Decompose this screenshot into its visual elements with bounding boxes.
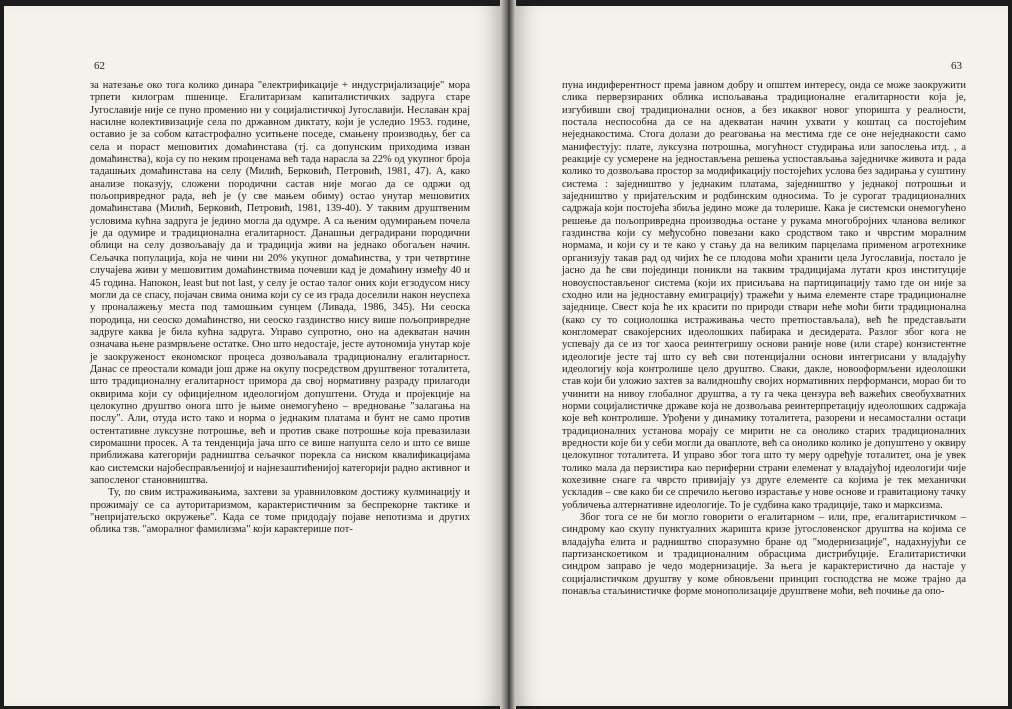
left-paragraph-1: за натезање око тога колико динара "електрификације + индустријализације" мора трпети килограм пшенице. Егалитаризам капиталистичких задруга старе Југославије није се пуно променио ни у социјалистичкој Југославији. Неславан крај насилне колективизације села по државном диктату, који је уследио 1953. године, оставио је за собом катастрофално уситњене поседе, смањену производњу, бег са села и пораст мешовитих домаћинстава (тј. са допунским приходима изван домаћинства), која су по неким проценама већ тада нарасла за 22% од укупног броја тадашњих домаћинстава на селу (Милић, Берковић, Петровић, 1981, 47). А, како анализе показују, сложени породични састав није могао да се одржи од пољопривредног рада, већ је (у све мањем обиму) остао унутар мешовитих домаћинстава (Милић, Берковић, Петровић, 1981, 139-40). У таквим друштвеним условима кућна задруга је једино могла да одумре. А са њеним одумирањем почела је да одумире и традиционална егалитарност. Данашњи деградирани породични облици на селу дозвољавају да и традиција живи на једнако обогаљен начин. Сељачка популација, која не чини ни 20% укупног домаћинства, у три четвртине случајева живи у мешовитим домаћинствима почевши кад је домаћину између 40 и 45 година. Напокон, least but not last, у селу је остао талог оних који егзодусом нису могли да се спасу, појачан свима онима који су се из града доселили након неуспеха у проналажењу места под тамошњим сунцем (Ливада, 1986, 345). Ни сеоска породица, ни сеоско домаћинство, ни сеоско газдинство нису више пољопривредне задруге каква је била кућна задруга. Управо супротно, оно на адекватан начин означава њене размрвљене остатке. Оно што недостаје, јесте аутономија унутар које је заокруженост економског процеса дозвољавала традиционалну егалитарност. Данас се преостали комади још држе на окупу посредством друштвеног тоталитета, што традиционалну егалитарност примора да свој нормативну разраду прилагоди оквирима који су официјелном идеологијом допуштени. Отуда и пројекције на целокупно друштво онога што је њиме онемогућено – вредновање "залагања на послу". Али, отуда исто тако и норма о једнаким платама и бунт не само против остентативне луксузне потрошње, већ и против сваке потрошње која превазилази сиромашни просек. А та тенденција јача што се више напушта село и што се више приближава категорији радништва сељачког порекла са ниском квалификацијама као системски најобесправљенијој и најнезаштићенијој категорији радно активног и запосленог становништва. <box>90 80 470 486</box>
left-page <box>4 6 500 706</box>
right-paragraph-2: Због тога се не би могло говорити о егалитарном – или, пре, егалитаристичком – синдрому као скупу пунктуалних жаришта кризе југословенског друштва на којима се владајућа елита и радништво споразумно бране од "модернизације", надахнујући се партизанскоетиком и традиционалним обрасцима дистрибуције. Егалитаристички синдром заправо је чедо модернизације. За њега је карактеристично да настаје у социјалистичком друштву у коме обновљени принцип господства не може трајно да понавља стаљинистичке форме монополизације друштвене моћи, већ почиње да опо- <box>562 512 966 598</box>
right-page-text <box>562 80 966 598</box>
page-number-right: 63 <box>951 60 962 72</box>
left-paragraph-2: Ту, по свим истраживањима, захтеви за уравниловком достижу кулминацију и прожимају се са ауторитаризмом, карактеристичним за беспрекорне тактике и "непријатељско окружење". Када се томе придодају појаве непотизма и других облика тзв. "аморалног фамилизма" који карактерише пот- <box>90 487 470 536</box>
right-paragraph-1: пуна индиферентност према јавном добру и општем интересу, онда се може заокружити слика перверзираних облика испољавања традиционалне егалитарности која је, изгубивши свој традиционални основ, а без икаквог новог упоришта у реалности, постала неспособна да се на адекватан начин ухвати у коштац са постојећим неједнакостима. Стога долази до реаговања на местима где се оне неједнакости само манифестују: плате, луксузна потрошња, могућност студирања или запослења итд. , а реакције су усмерене на једностављена решења успостављања заједничке живота и рада колико то дозвољава простор за модификацију постојећих услова без задирања у суштину система : заједништво у једнаким платама, заједништво у једнакој потрошњи и заједништво у пријатељским и родбинским односима. То је сурогат традиционалних садржаја који постојећа збиља једино може да толерише. Кака је системски онемогућено решење да пољопривредна производња остане у рукама многобројних чланова великог газдинства који су међусобно повезани како сродством тако и чврстим моралним нормама, и који су и те како у стању да на великим парцелама применом агротехнике организују такав рад од чијих ће се плодова моћи хранити цела Југославија, постало је јасно да ће сви појединци поникли на таквим традицијама лутати кроз институције новоуспостављеног система (који их присиљава на партиципацију тамо где он није за сходно или на једноставну емиграцију) тражећи у њима елементе старе традиционалне заједнице. Свест која ће их красити по природи ствари неће моћи бити традиционална (како су то социолошка истраживања често претпостављала), већ ће представљати конгломерат свакојерсних идеолошких пабирака и десидерата. Разлог због кога не успевају да се из тог хаоса реинтегришу основи раније нове (или старе) конзистентне идеологије јесте тај што су већ сви потенцијални основи интегрисани у владајућу идеологију која контролише цело друштво. Сваки, дакле, новооформљени идеолошки став који би уложио захтев за валидношћу својих нормативних перформанси, морао би то учинити на нивоу глобалног друштва, а ту га чека цензура већ важећих свеобухватних норми социјалистичке државе која не дозвољава реинтерпретацију идеолошких садржаја које већ контролише. Урођени у динамику тоталитета, разорени и несамостални остаци традиционалних установа морају се мирити не са онолико старих традиционалних вредности које би у себи могли да оваплоте, већ са онолико колико је допуштено у оквиру целокупног тоталитета. И управо због тога што ту меру одређује тоталитет, она је увек толико мала да перзистира као периферни страни елеменат у владајућој идеологији чије кохезивне снаге га чврсто привијају уз друге елементе са којима је тек механички ускладив – све како би се спречило његово израстање у нове основе и гравитациону тачку уобличења алтернативне идеологије. То је судбина како традиције, тако и марксизма. <box>562 80 966 511</box>
left-page-text <box>90 80 470 537</box>
right-page <box>516 6 1008 706</box>
book-gutter <box>500 0 516 709</box>
page-number-left: 62 <box>94 60 105 72</box>
